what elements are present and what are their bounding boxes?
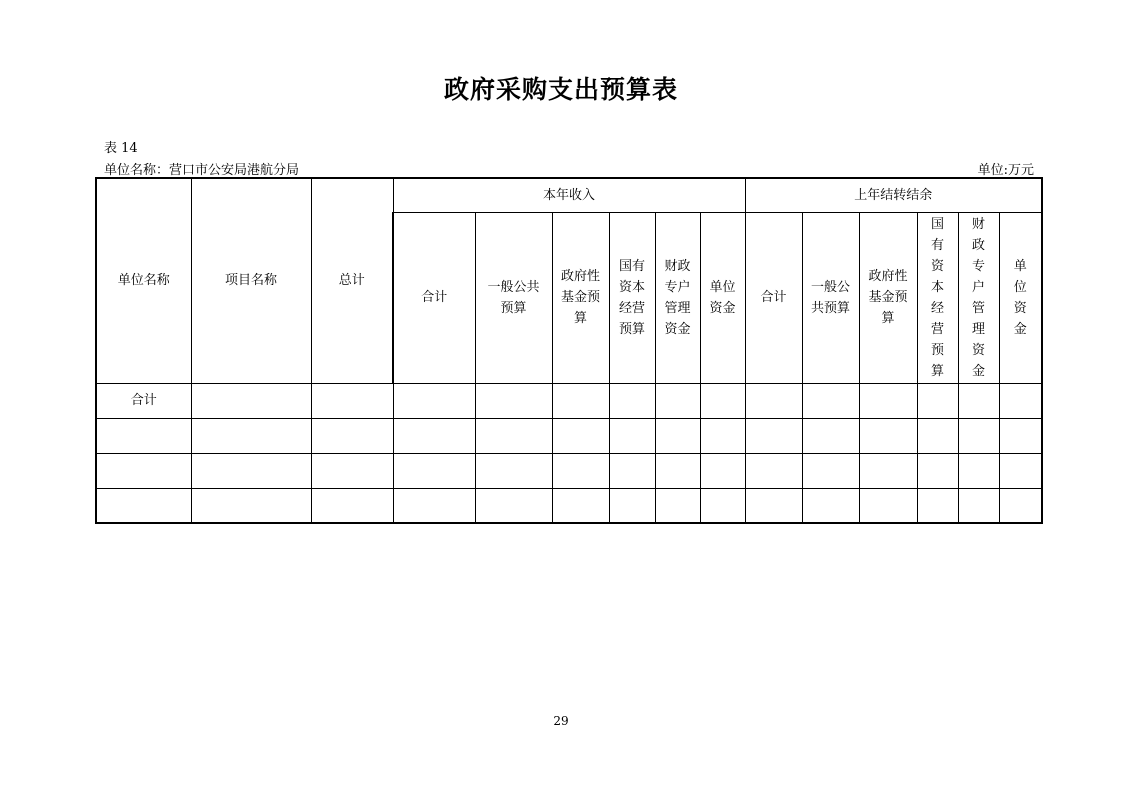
row-unit-cell [96,488,191,523]
table-cell [655,418,700,453]
table-cell [609,383,655,418]
table-row [96,488,1042,523]
header-cy-special-account-funds: 财政专户管理资金 [655,212,700,383]
header-cy-unit-funds: 单位资金 [700,212,745,383]
table-cell [475,453,552,488]
procurement-budget-table [95,177,1043,524]
table-cell [311,453,393,488]
table-cell [999,453,1042,488]
row-unit-cell [96,418,191,453]
table-cell [859,418,917,453]
table-cell [859,383,917,418]
table-row [96,418,1042,453]
table-cell [475,488,552,523]
table-cell [609,418,655,453]
header-total: 总计 [311,178,393,383]
table-cell [917,418,958,453]
header-co-fund-budget: 政府性基金预算 [859,212,917,383]
header-co-special-account-funds: 财政专户管理资金 [958,212,999,383]
table-row [96,453,1042,488]
table-cell [655,453,700,488]
table-cell [311,383,393,418]
header-current-year-income: 本年收入 [393,178,745,212]
table-cell [700,453,745,488]
table-cell [917,488,958,523]
table-cell [917,453,958,488]
table-cell [700,488,745,523]
table-cell [191,453,311,488]
table-cell [609,488,655,523]
table-number: 表 14 [104,141,138,156]
header-co-general-budget: 一般公共预算 [802,212,859,383]
table-cell [311,418,393,453]
page-number: 29 [553,714,569,728]
table-cell [655,488,700,523]
table-cell [745,453,802,488]
header-cy-general-budget: 一般公共预算 [475,212,552,383]
table-cell [802,453,859,488]
table-cell [191,383,311,418]
header-carryover: 上年结转结余 [745,178,1042,212]
header-cy-state-capital-budget: 国有资本经营预算 [609,212,655,383]
table-cell [475,383,552,418]
table-cell [958,418,999,453]
header-row-1 [96,178,1042,212]
table-cell [999,488,1042,523]
table-cell [191,488,311,523]
table-cell [859,488,917,523]
table-cell [393,488,475,523]
table-cell [745,383,802,418]
table-cell [393,383,475,418]
header-co-state-capital-budget: 国有资本经营预算 [917,212,958,383]
table-cell [552,383,609,418]
table-cell [859,453,917,488]
table-cell [958,453,999,488]
header-co-total: 合计 [745,212,802,383]
table-cell [393,453,475,488]
table-cell [552,488,609,523]
table-cell [700,418,745,453]
table-cell [311,488,393,523]
currency-unit-label: 单位:万元 [977,163,1034,178]
table-cell [999,418,1042,453]
table-cell [745,418,802,453]
table-cell [958,488,999,523]
table-cell [655,383,700,418]
table-cell [802,418,859,453]
header-cy-fund-budget: 政府性基金预算 [552,212,609,383]
table-cell [999,383,1042,418]
table-cell [191,418,311,453]
page-title: 政府采购支出预算表 [443,75,678,104]
table-cell [552,453,609,488]
table-row [96,383,1042,418]
table-cell [609,453,655,488]
row-unit-cell [96,453,191,488]
header-cy-total: 合计 [393,212,475,383]
table-cell [475,418,552,453]
table-cell [958,383,999,418]
table-cell [552,418,609,453]
row-unit-cell: 合计 [96,383,191,418]
table-cell [393,418,475,453]
header-unit-name: 单位名称 [96,178,191,383]
table-cell [745,488,802,523]
table-cell [700,383,745,418]
table-cell [802,488,859,523]
header-project-name: 项目名称 [191,178,311,383]
table-cell [917,383,958,418]
unit-name-label: 单位名称：营口市公安局港航分局 [104,163,300,178]
header-co-unit-funds: 单位资金 [999,212,1042,383]
table-cell [802,383,859,418]
